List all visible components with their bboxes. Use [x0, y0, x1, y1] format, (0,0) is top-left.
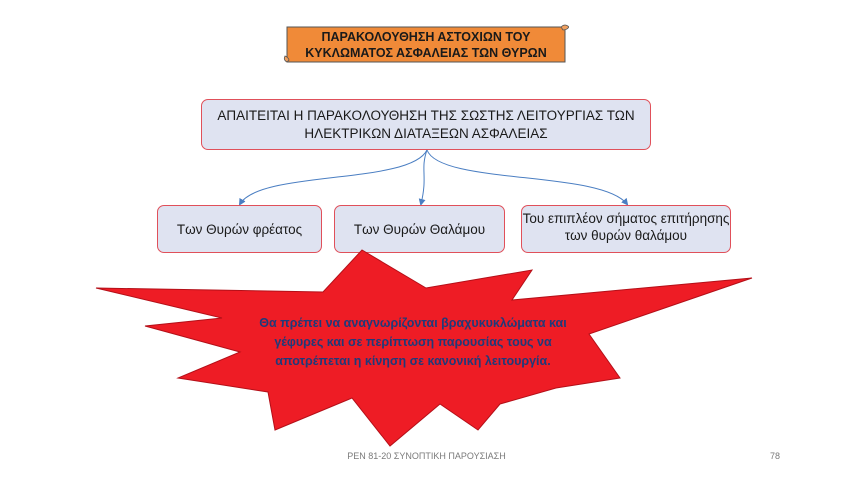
- warning-line-1: Θα πρέπει να αναγνωρίζονται βραχυκυκλώματα και: [259, 316, 567, 330]
- title-line-1: ΠΑΡΑΚΟΛΟΥΘΗΣΗ ΑΣΤΟΧΙΩΝ ΤΟΥ: [321, 30, 531, 44]
- warning-line-3: αποτρέπεται η κίνηση σε κανονική λειτουργία.: [275, 354, 551, 368]
- warning-text: [218, 314, 608, 371]
- warning-line-2: γέφυρες και σε περίπτωση παρουσίας τους να: [274, 335, 552, 349]
- slide-footer: PEN 81-20 ΣΥΝΟΠΤΙΚΗ ΠΑΡΟΥΣΙΑΣΗ: [347, 451, 506, 461]
- child-box-label: Του επιπλέον σήματος επιτήρησης των θυρών θαλάμου: [522, 211, 730, 243]
- child-box-label: Των Θυρών Θαλάμου: [353, 221, 486, 237]
- page-number: 78: [770, 451, 781, 461]
- title-line-2: ΚΥΚΛΩΜΑΤΟΣ ΑΣΦΑΛΕΙΑΣ ΤΩΝ ΘΥΡΩΝ: [305, 46, 547, 60]
- main-box-line-2: ΗΛΕΚΤΡΙΚΩΝ ΔΙΑΤΑΞΕΩΝ ΑΣΦΑΛΕΙΑΣ: [304, 125, 548, 141]
- child-box-label: Των Θυρών φρέατος: [176, 221, 303, 237]
- main-box-line-1: ΑΠΑΙΤΕΙΤΑΙ Η ΠΑΡΑΚΟΛΟΥΘΗΣΗ ΤΗΣ ΣΩΣΤΗΣ ΛΕΙΤΟΥΡΓΙΑΣ ΤΩΝ: [217, 107, 635, 123]
